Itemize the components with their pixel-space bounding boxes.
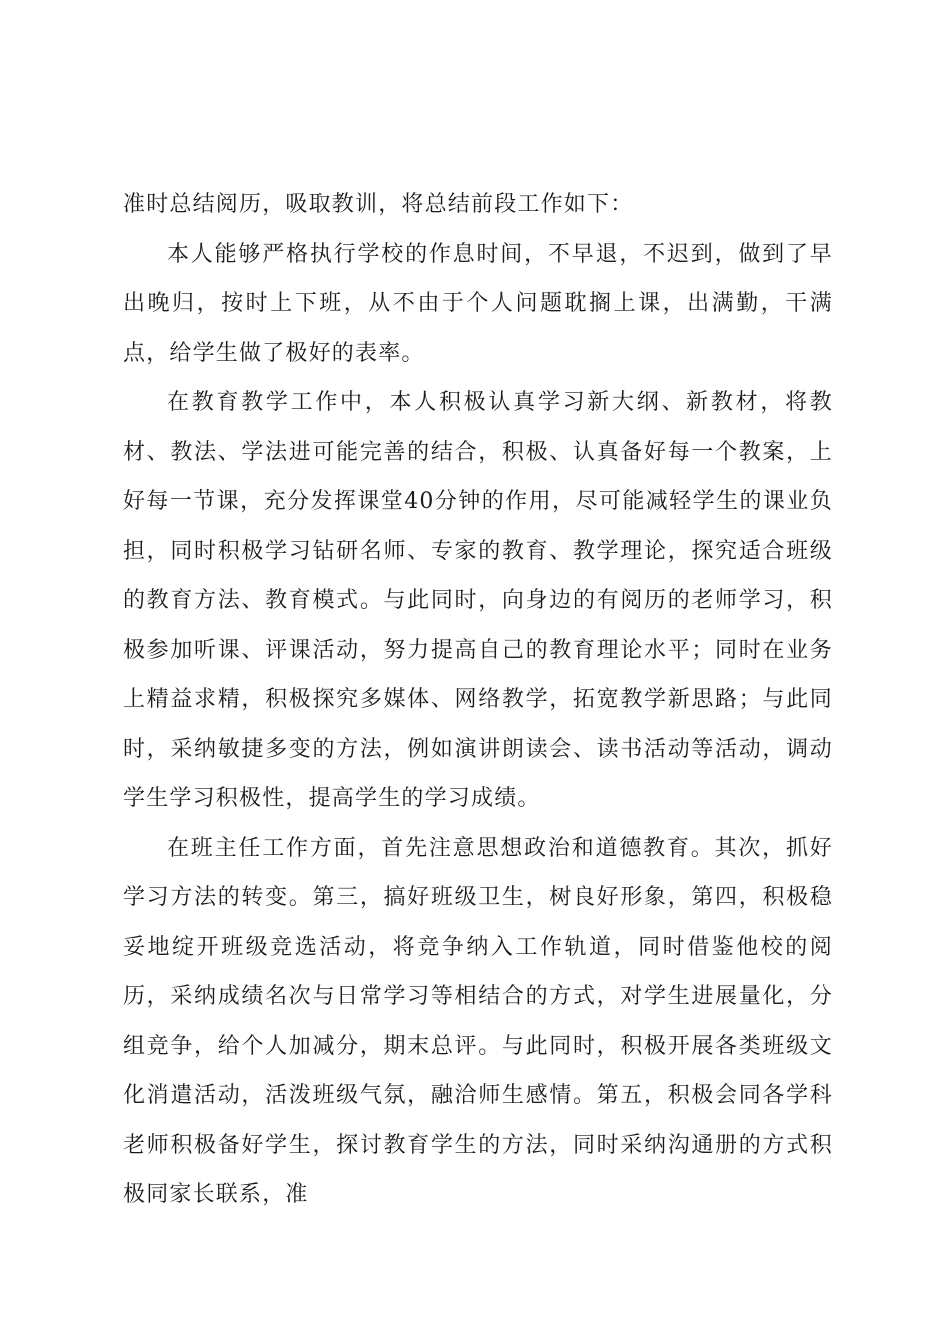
paragraph-teaching: 在教育教学工作中，本人积极认真学习新大纲、新教材，将教材、教法、学法进可能完善的结合，积极、认真备好每一个教案，上好每一节课，充分发挥课堂40分钟的作用，尽可能减轻学生的课业负担，同时积极学习钻研名师、专家的教育、教学理论，探究适合班级的教育方法、教育模式。与此同时，向身边的有阅历的老师学习，积极参加听课、评课活动，努力提高自己的教育理论水平；同时在业务上精益求精，积极探究多媒体、网络教学，拓宽教学新思路；与此同时，采纳敏捷多变的方法，例如演讲朗读会、读书活动等活动，调动学生学习积极性，提高学生的学习成绩。: [123, 390, 833, 811]
paragraph-continuation: 准时总结阅历，吸取教训，将总结前段工作如下：: [123, 192, 634, 217]
paragraph-attendance: 本人能够严格执行学校的作息时间，不早退，不迟到，做到了早出晚归，按时上下班，从不由于个人问题耽搁上课，出满勤，干满点，给学生做了极好的表率。: [123, 241, 833, 366]
document-body: [123, 180, 833, 1220]
paragraph-class-management: 在班主任工作方面，首先注意思想政治和道德教育。其次，抓好学习方法的转变。第三，搞好班级卫生，树良好形象，第四，积极稳妥地绽开班级竞选活动，将竞争纳入工作轨道，同时借鉴他校的阅历，采纳成绩名次与日常学习等相结合的方式，对学生进展量化，分组竞争，给个人加减分，期末总评。与此同时，积极开展各类班级文化消遣活动，活泼班级气氛，融洽师生感情。第五，积极会同各学科老师积极备好学生，探讨教育学生的方法，同时采纳沟通册的方式积极同家长联系，准: [123, 835, 833, 1207]
